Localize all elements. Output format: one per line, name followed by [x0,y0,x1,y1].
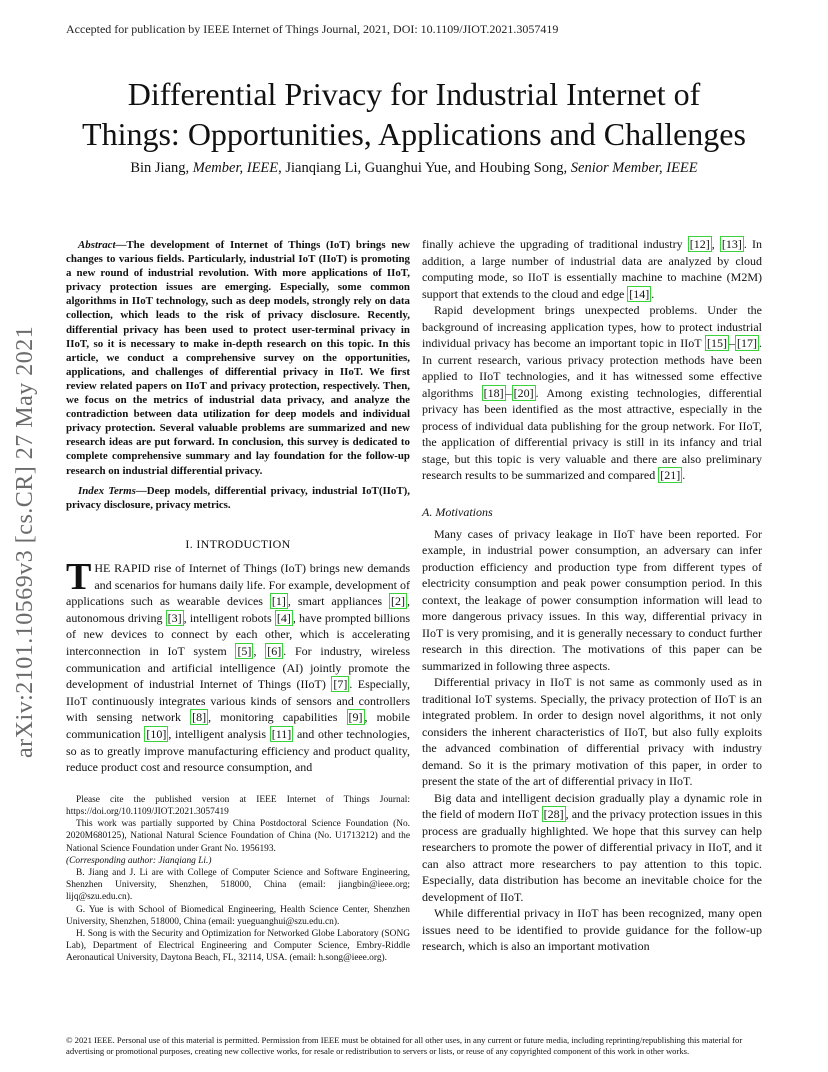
subsection-heading: A. Motivations [422,504,493,519]
author-list [60,160,768,177]
body-text: . [682,468,686,482]
intro-text: , smart appliances [287,594,389,609]
abstract-label: Abstract [78,239,116,251]
author-text: Bin Jiang, [130,160,193,176]
body-text: – [729,336,735,350]
abstract-text: —The development of Internet of Things (IoT) brings new changes to various fields. Particularly, industrial IoT (IIoT) is promoting a new round of industrial revolution. With more applications of IIoT, privacy protection issues are emerging. Especially, some common algorithms in IIoT technology, such as deep models, strongly rely on data collection, which leads to the risk of privacy disclosure. Recently, differential privacy has been used to protect user-terminal privacy in IIoT, so it is necessary to make in-depth research on this topic. In this article, we conduct a comprehensive survey on the opportunities, applications, and challenges of differential privacy in IIoT. We first review related papers on IIoT and privacy protection, respectively. Then, we focus on the metrics of industrial data privacy, and analyze the contradiction between data utilization for deep models and individual privacy protection. Several valuable problems are summarized and new research ideas are put forward. In conclusion, this survey is dedicated to complete comprehensive summary and lay foundation for the follow-up research on industrial differential privacy. [66,239,410,477]
paper-title [60,74,768,154]
body-paragraph [422,302,762,484]
body-paragraph: Many cases of privacy leakage in IIoT have been reported. For example, in industrial power consumption, an adversary can infer production efficiency and production type from different types of electricity consumption and peak power consumption period. In this context, the leakage of power consumption information will lead to more dangerous privacy issues. In this way, differential privacy in IIoT is very promising, and it is generally necessary to conduct further research in this direction. The motivations of this paper can be summarized in following three aspects. [422,526,762,673]
citation-link[interactable]: [11] [271,726,292,741]
intro-text: , autonomous driving [66,594,410,625]
intro-text: , [253,643,266,658]
index-terms-label: Index Terms [78,484,136,497]
footnote: H. Song is with the Security and Optimization for Networked Globe Laboratory (SONG Lab), Department of Electrical Engineering and Computer Science, Embry-Riddle Aeronautical University, Daytona Beach, FL, 32114, USA. (email: h.song@ieee.org). [66,928,410,964]
citation-link[interactable]: [12] [689,237,710,251]
intro-text: , mobile communication [66,710,411,741]
body-text: , and the privacy protection issues in this process are gradually highlighted. We hope that this survey can help researchers to promote the power of differential privacy in IIoT, and it can also attract more researchers to pay attention to this topic. Especially, data distribution has become an inevitable choice for the development of IIoT. [422,807,762,904]
intro-text: , intelligent robots [183,610,275,625]
citation-link[interactable]: [15] [707,336,727,350]
footnote: B. Jiang and J. Li are with College of Computer Science and Software Engineering, Shenzhen University, Shenzhen, 518000, China (email: jiangbin@ieee.org; lijq@szu.edu.cn). [66,867,410,903]
citation-link[interactable]: [6] [267,643,282,658]
citation-link[interactable]: [4] [276,610,291,625]
intro-text: . Especially, IIoT continuously integrates various kinds of sensors and controllers with sensing network [66,677,410,725]
intro-text: and other technologies, so as to greatly improve manufacturing efficiency and product quality, reduce product cost and resource consumption, and [66,726,410,775]
intro-text: , intelligent analysis [168,726,270,741]
body-text: Rapid development brings unexpected problems. Under the background of increasing application types, how to protect industrial individual privacy has become an important topic in IIoT [422,303,762,350]
corresponding-author: (Corresponding author: Jianqiang Li.) [66,855,212,866]
citation-link[interactable]: [10] [146,726,167,741]
running-header: Accepted for publication by IEEE Internet of Things Journal, 2021, DOI: 10.1109/JIOT.2021.3057419 [66,22,559,36]
citation-link[interactable]: [3] [167,610,182,625]
body-paragraph: Differential privacy in IIoT is not same as commonly used as in traditional IoT systems. Specially, the privacy protection of IIoT is an integrated problem. In order to design novel algorithms, it not only considers the inherent characteristics of IIoT, but also fully exploits the advanced combination of differential privacy with industry demand. So it is the primary motivation of this paper, in order to present the state of the art of differential privacy in IIoT. [422,675,762,789]
body-text: . Among existing technologies, differential privacy has been identified as the most attractive, especially in the process of individual data publishing for the group network. For IIoT, the application of differential privacy is still in its infancy and trial stage, but this topic is very valuable and there are also preliminary research results to be summarized and compared [422,385,763,482]
intro-text: HE RAPID rise of Internet of Things (IoT) brings new demands and scenarios for humans daily life. For example, development of applications such as wearable devices [66,560,410,609]
body-paragraph: While differential privacy in IIoT has been recognized, many open issues need to be identified to provide guidance for the follow-up research, which is also an important motivation [422,906,762,954]
citation-link[interactable]: [20] [513,385,534,400]
citation-link[interactable]: [14] [629,286,650,301]
index-terms [66,484,410,512]
arxiv-identifier: arXiv:2101.10569v3 [cs.CR] 27 May 2021 [12,325,38,758]
intro-text: , monitoring capabilities [208,710,347,725]
title-line-1: Differential Privacy for Industrial Internet of [127,76,701,112]
citation-link[interactable]: [5] [237,643,252,658]
author-role: Senior Member, IEEE [570,160,698,176]
left-column [66,238,410,965]
citation-link[interactable]: [7] [333,677,348,692]
intro-paragraph [66,555,411,776]
body-text: . In addition, a large number of industrial data are analyzed by cloud computing mode, so IIoT is essentially machine to machine (M2M) support that extends to the cloud and edge [422,237,763,301]
citation-link[interactable]: [8] [192,710,207,725]
body-paragraph [422,236,762,302]
citation-link[interactable]: [2] [391,594,405,609]
drop-cap: T [66,555,92,598]
author-role: Member, IEEE [192,160,279,176]
footnotes [66,794,410,965]
intro-text: , have prompted billions of new devices to connect by each other, which is accelerating interconnection in IoT system [66,610,411,658]
body-text: . In current research, various privacy protection methods have been applied to IIoT technologies, and it has witnessed some effective algorithms [422,336,762,400]
body-text: . [651,286,655,301]
copyright-notice: © 2021 IEEE. Personal use of this material is permitted. Permission from IEEE must be obtained for all other uses, in any current or future media, including reprinting/republishing this material for advertising or promotional purposes, creating new collective works, for resale or redistribution to servers or lists, or reuse of any copyrighted component of this work in other works. [66,1035,743,1056]
citation-link[interactable]: [28] [543,807,564,822]
citation-link[interactable]: [13] [721,237,742,251]
footnote: G. Yue is with School of Biomedical Engineering, Health Science Center, Shenzhen University, Shenzhen, 518000, China (email: yueguanghui@szu.edu.cn). [66,904,410,927]
footnote [66,818,410,867]
section-heading: I. INTRODUCTION [185,536,291,551]
author-text: , Jianqiang Li, Guanghui Yue, and Houbing Song, [278,160,571,176]
body-text: finally achieve the upgrading of traditional industry [422,237,688,251]
intro-text: . For industry, wireless communication and artificial intelligence (AI) jointly promote the development of industrial Internet of Things (IIoT) [66,643,411,692]
body-text: , [711,237,720,251]
title-line-2: Things: Opportunities, Applications and Challenges [82,116,746,152]
body-text: Big data and intelligent decision gradually play a dynamic role in the field of modern IIoT [422,790,762,822]
citation-link[interactable]: [18] [483,385,504,400]
footnote: Please cite the published version at IEEE Internet of Things Journal: https://doi.org/10.1109/JIOT.2021.3057419 [66,794,410,817]
citation-link[interactable]: [9] [348,710,363,725]
citation-link[interactable]: [1] [271,594,286,609]
citation-link[interactable]: [17] [737,336,757,350]
footnote-text: This work was partially supported by China Postdoctoral Science Foundation (No. 2020M680125), National Natural Science Foundation of China (No. U1713212) and the National Science Foundation under Grant No. 1956193. [66,819,410,854]
body-text: – [505,385,512,400]
right-column [422,236,762,955]
abstract [66,238,410,478]
body-paragraph [422,790,762,906]
citation-link[interactable]: [21] [660,468,681,482]
index-terms-text: —Deep models, differential privacy, industrial IoT(IIoT), privacy disclosure, privacy metrics. [66,484,410,511]
